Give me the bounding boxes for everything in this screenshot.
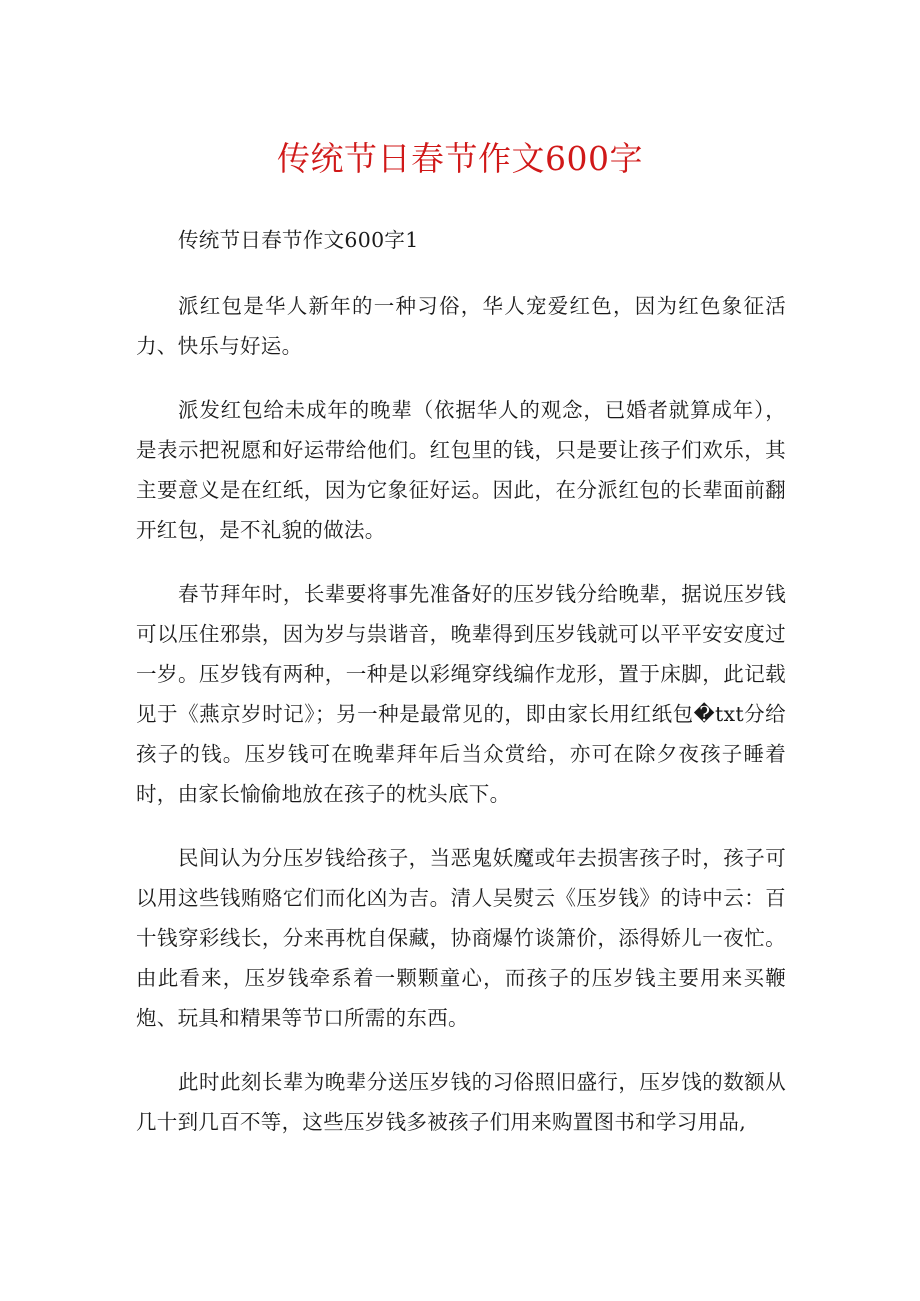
paragraph-1: 派红包是华人新年的一种习俗，华人宠爱红色，因为红色象征活力、快乐与好运。 <box>136 294 786 358</box>
document-body <box>136 220 786 1166</box>
paragraph-3: 春节拜年时，长辈要将事先准备好的压岁钱分给晚辈，据说压岁钱可以压住邪祟，因为岁与祟谐音，晚辈得到压岁钱就可以平平安安度过一岁。压岁钱有两种，一种是以彩绳穿线编作龙形，置于床脚，此记载见于《燕京岁时记》；另一种是最常见的，即由家长用红纸包�txt分给孩子的钱。压岁钱可在晚辈拜年后当众赏给，亦可在除夕夜孩子睡着时，由家长愉偷地放在孩子的枕头底下。 <box>136 582 786 806</box>
paragraph-2: 派发红包给未成年的晚辈（依据华人的观念，已婚者就算成年），是表示把祝愿和好运带给他们。红包里的钱，只是要让孩子们欢乐，其主要意义是在红纸，因为它象征好运。因此，在分派红包的长辈面前翻开红包，是不礼貌的做法。 <box>136 398 786 542</box>
document-title: 传统节日春节作文600字 <box>277 139 643 178</box>
section-heading: 传统节日春节作文600字1 <box>178 228 419 252</box>
paragraph-4: 民间认为分压岁钱给孩子，当恶鬼妖魔或年去损害孩子时，孩子可以用这些钱贿赂它们而化凶为吉。清人吴熨云《压岁钱》的诗中云：百十钱穿彩线长，分来再枕自保藏，协商爆竹谈箫价，添得娇儿一夜忙。由此看来，压岁钱牵系着一颗颗童心，而孩子的压岁钱主要用来买鞭炮、玩具和精果等节口所需的东西。 <box>136 846 786 1030</box>
paragraph-5: 此时此刻长辈为晚辈分送压岁钱的习俗照旧盛行，压岁饯的数额从几十到几百不等，这些压岁钱多被孩子们用来购置图书和学习用品, <box>136 1070 786 1134</box>
